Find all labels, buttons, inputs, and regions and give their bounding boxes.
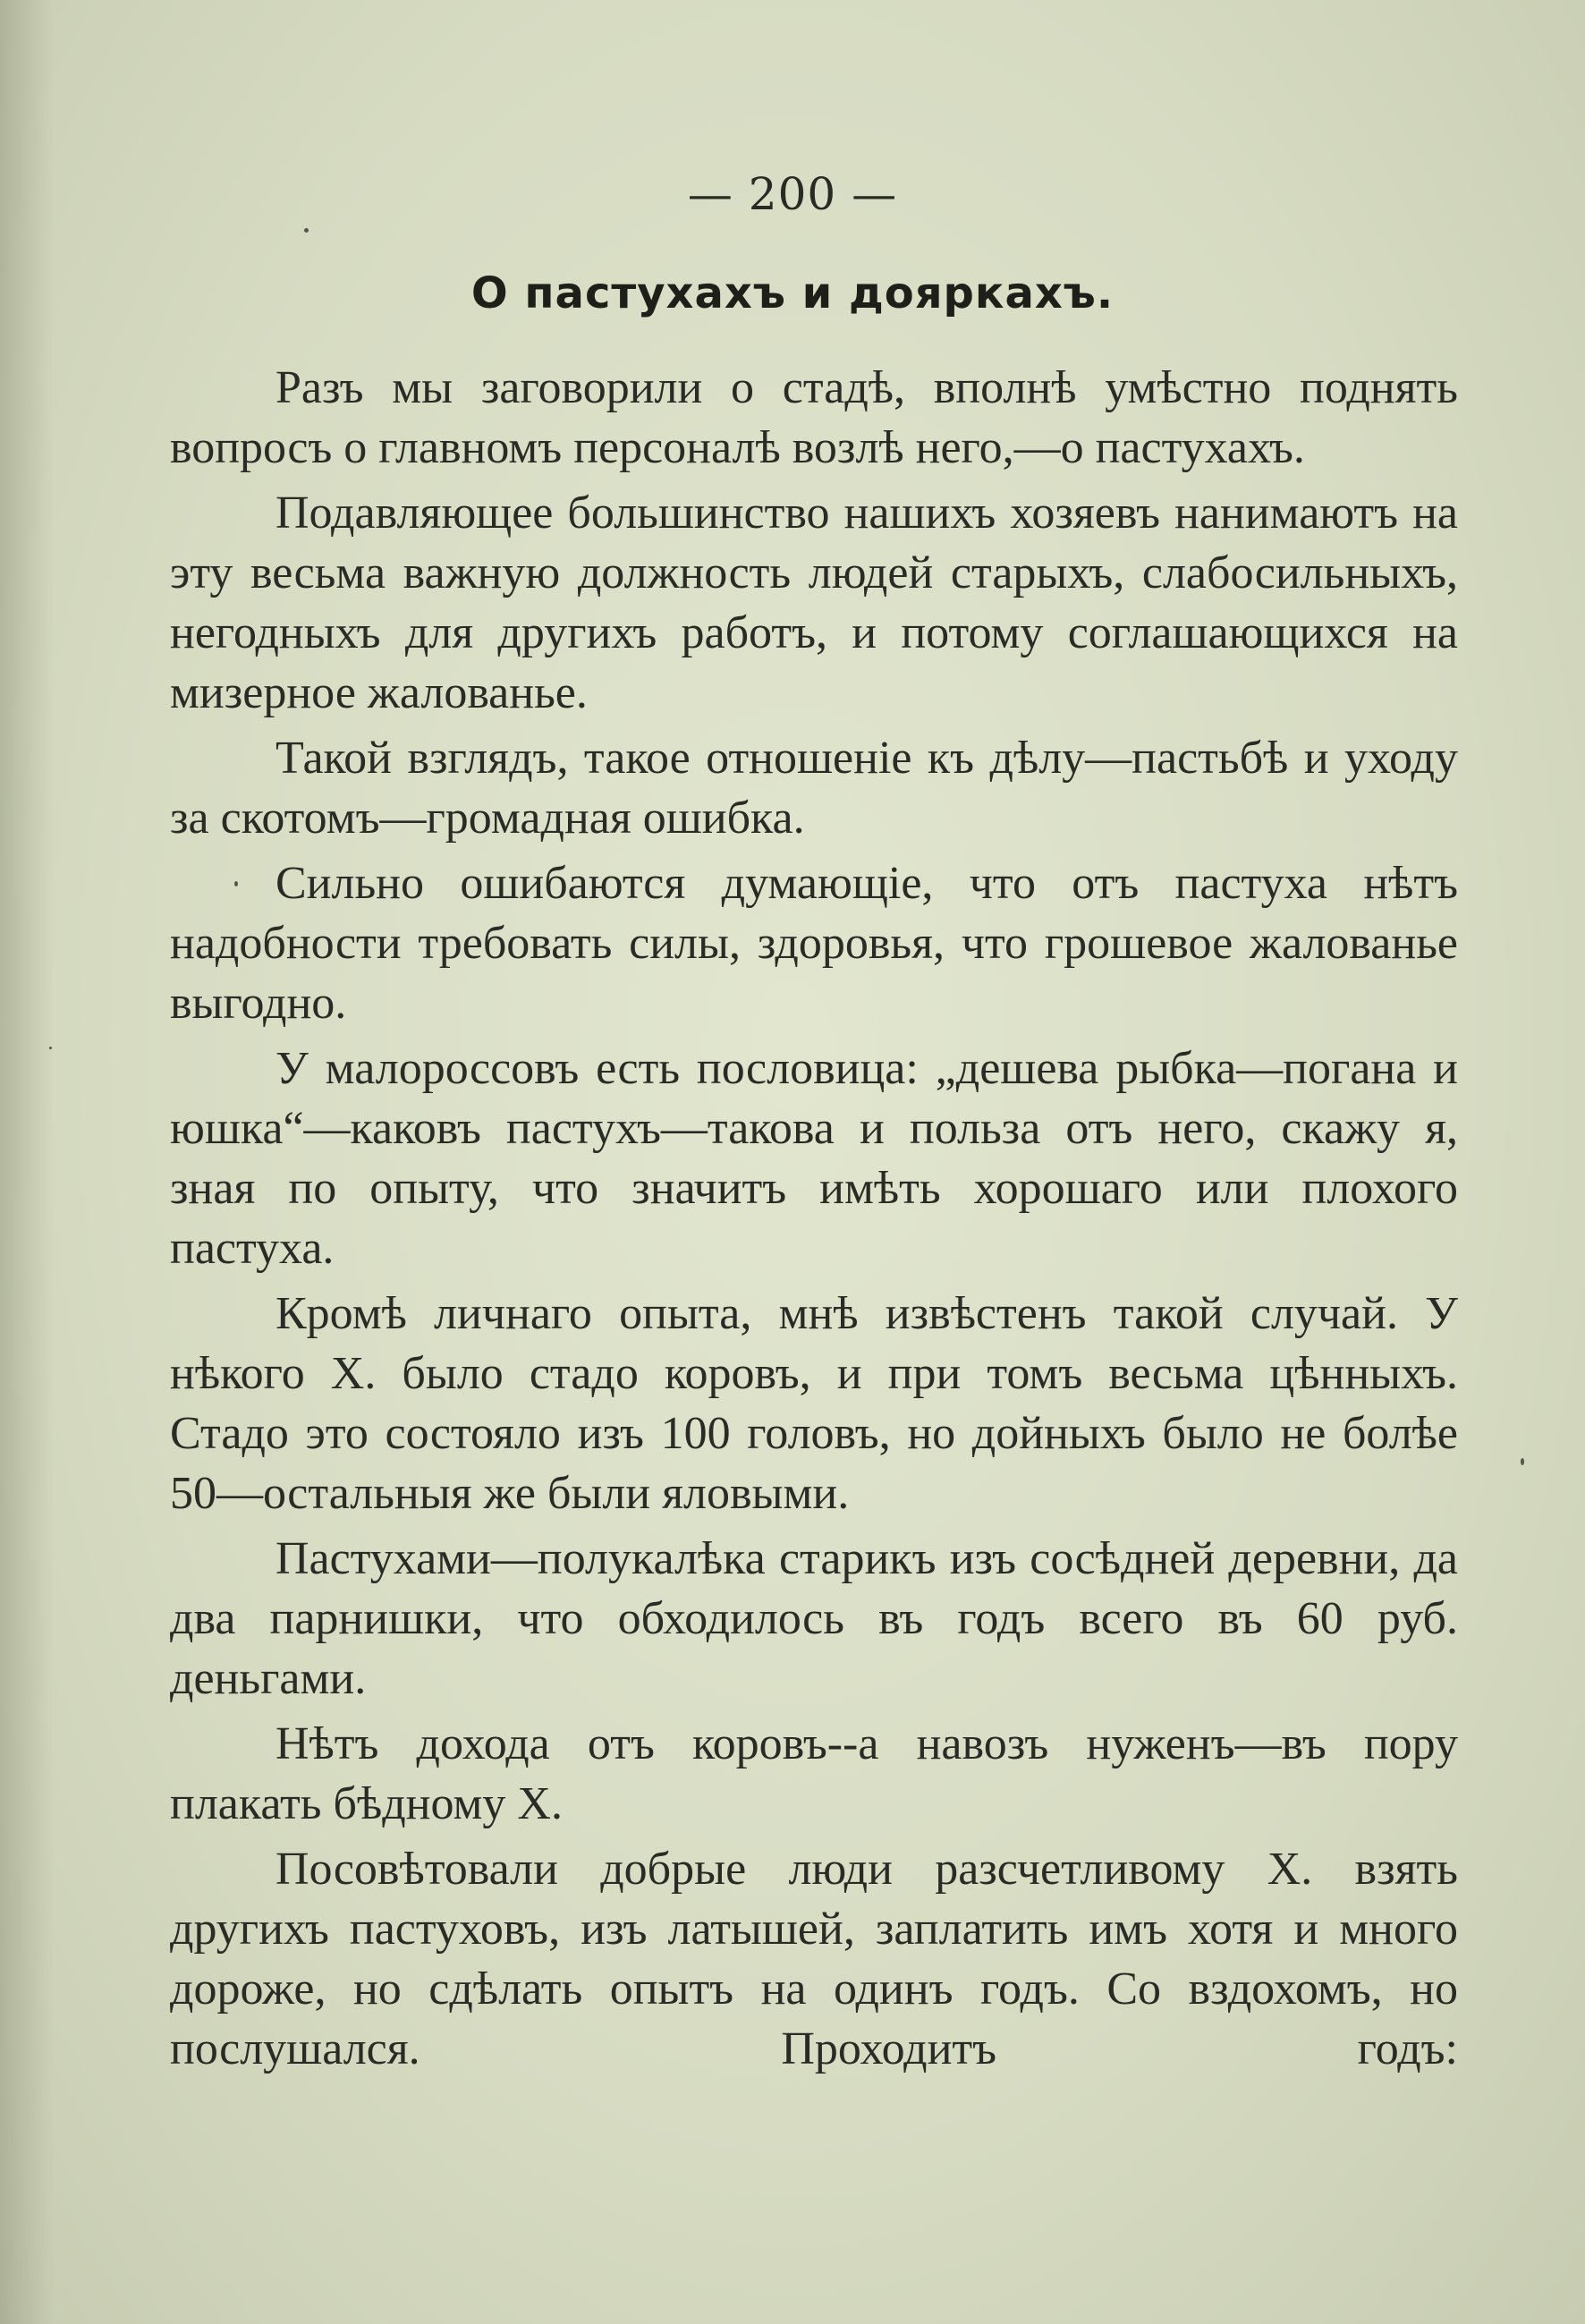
ink-speck bbox=[49, 1047, 52, 1049]
paragraph-1: Разъ мы заговорили о стадѣ, вполнѣ умѣстно поднять вопросъ о главномъ персоналѣ возлѣ него,—о пастухахъ. bbox=[170, 362, 1458, 473]
paragraph-7: Пастухами—полукалѣка старикъ изъ сосѣдней деревни, да два парнишки, что обходилось въ годъ всего въ 60 руб. деньгами. bbox=[170, 1533, 1458, 1704]
ink-speck bbox=[1521, 1458, 1524, 1465]
body-text bbox=[170, 358, 1458, 2084]
section-title: О пастухахъ и дояркахъ. bbox=[470, 268, 1115, 318]
ink-speck bbox=[234, 881, 238, 886]
paragraph-8: Нѣтъ дохода отъ коровъ--а навозъ нуженъ—въ пору плакать бѣдному Х. bbox=[170, 1718, 1458, 1829]
paragraph-2: Подавляющее большинство нашихъ хозяевъ нанимаютъ на эту весьма важную должность людей старыхъ, слабосильныхъ, негодныхъ для другихъ работъ, и потому соглашающихся на мизерное жалованье. bbox=[170, 488, 1458, 718]
ink-speck bbox=[304, 228, 309, 233]
paragraph-9: Посовѣтовали добрые люди разсчетливому Х. взять другихъ пастуховъ, изъ латышей, заплатить имъ хотя и много дороже, но сдѣлать опытъ на одинъ годъ. Со вздохомъ, но послушался. Проходитъ годъ: bbox=[170, 1844, 1458, 2074]
paragraph-4: Сильно ошибаются думающіе, что отъ пастуха нѣтъ надобности требовать силы, здоровья, что грошевое жалованье выгодно. bbox=[170, 858, 1458, 1029]
paragraph-6: Кромѣ личнаго опыта, мнѣ извѣстенъ такой случай. У нѣкого Х. было стадо коровъ, и при томъ весьма цѣнныхъ. Стадо это состояло изъ 100 головъ, но дойныхъ было не болѣе 50—остальныя же были яловыми. bbox=[170, 1288, 1458, 1519]
paragraph-5: У малороссовъ есть пословица: „дешева рыбка—погана и юшка“—каковъ пастухъ—такова и польза отъ него, скажу я, зная по опыту, что значитъ имѣть хорошаго или плохого пастуха. bbox=[170, 1043, 1458, 1274]
page-number: — 200 — bbox=[687, 168, 898, 220]
page-edge-shadow bbox=[0, 0, 54, 2324]
paragraph-3: Такой взглядъ, такое отношеніе къ дѣлу—пастьбѣ и уходу за скотомъ—громадная ошибка. bbox=[170, 733, 1458, 844]
